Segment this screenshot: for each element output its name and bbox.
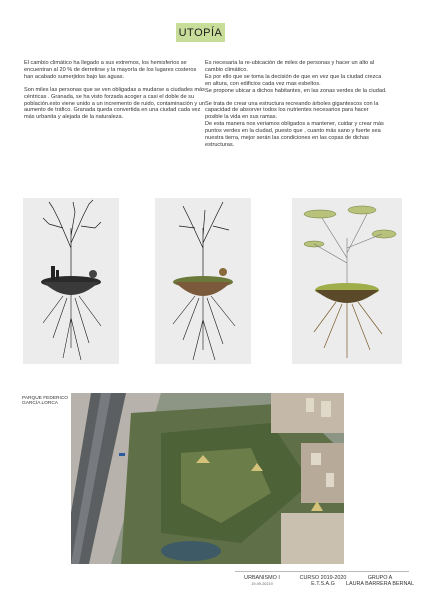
paragraph: Es necesaria la re-ubicación de miles de personas y hacer un alto al cambio climático.: [205, 60, 375, 73]
photo-caption: PARQUE FEDERICO GARCÍA LORCA: [22, 396, 69, 407]
subject-name: URBANISMO I: [244, 575, 280, 581]
title-banner: [176, 23, 225, 42]
date: 19-09-20219: [251, 582, 273, 587]
tree-sketch-platforms: [292, 198, 402, 364]
footer-divider: [235, 571, 409, 572]
left-text-column: [24, 60, 206, 127]
paragraph: Se propone ubicar a dichos habitantes, en las zonas verdes de la ciudad.: [205, 87, 387, 94]
paragraph: Se trata de crear una estructura recreando árboles gigantescos con la capacidad de absorver todos los nutrientes necesarios para hacer posible la vida en sus ramas.: [205, 100, 379, 121]
tree-island-drawing: [23, 198, 119, 364]
page-title: UTOPÍA: [178, 26, 223, 39]
paragraph: De esta manera nos veriamos obligados a mantener, cuidar y crear más puntos verdes en la ciudad, puesto que , cuanto más sano y fuerte sea nuestra tierra, mejor serán las condiciones en las copas de dichas estructuras.: [205, 121, 384, 148]
footer-author: [342, 575, 418, 588]
paragraph: Son miles las personas que se ven obligadas a mudarse a ciudades más céntricas . Granada, se ha visto forzada acoger a casi el doble de su población.esto viene unido a un incremento de ruido, contaminación y un aumento de tráfico. Granada queda convertida en una ciudad cada vez más urbanita y alejada de la naturaleza.: [24, 86, 205, 121]
course-year: CURSO 2019-2020: [299, 575, 347, 581]
tree-sketch-ink: [23, 198, 119, 364]
tree-sketch-colored: [155, 198, 251, 364]
paragraph: El cambio climático ha llegado a sus extremos, los hemisferios se encuentran al 20 % de derretirse y la mayoría de los lugares costeros han acabado sumerjidos bajo las aguas.: [24, 60, 197, 80]
group: GRUPO A: [367, 575, 393, 581]
tree-platforms-drawing: [292, 198, 402, 364]
aerial-park-photo: [71, 393, 344, 564]
tree-island-drawing: [155, 198, 251, 364]
right-text-column: [205, 60, 387, 155]
footer-subject: [238, 575, 286, 588]
aerial-view-illustration: [71, 393, 344, 564]
paragraph: Es por ello que se toma la decisión de que en vez que la ciudad crezca en altura, con edificios cada vez mas esbeltos.: [205, 73, 382, 87]
author-name: LAURA BARRERA BERNAL: [345, 581, 414, 588]
school: E.T.S.A.G: [311, 581, 335, 588]
